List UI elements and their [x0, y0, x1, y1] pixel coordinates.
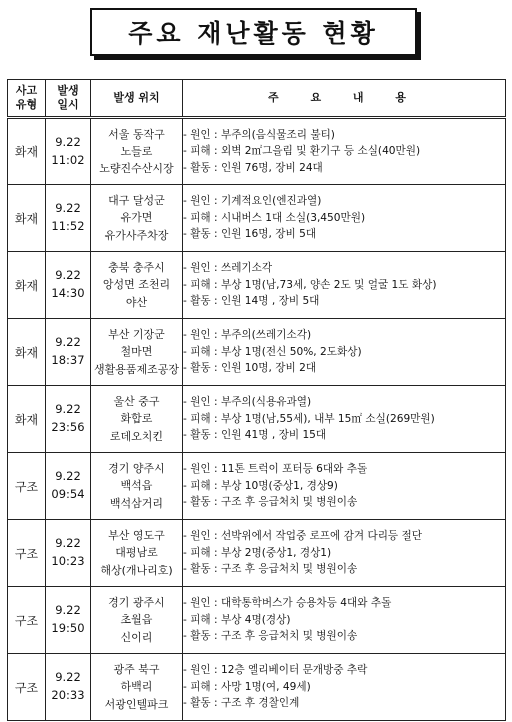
location-line: 부산 영도구: [108, 529, 165, 543]
detail-damage: - 피해 : 외벽 2㎡그을림 및 환기구 등 소실(40만원): [183, 145, 421, 158]
incident-details: [183, 386, 506, 453]
detail-response: - 활동 : 구조 후 응급처치 및 병원이송: [183, 630, 358, 643]
incident-type: 구조: [8, 453, 46, 520]
location-line: 노량진수산시장: [99, 162, 174, 176]
location-line: 부산 기장군: [108, 328, 165, 342]
detail-damage: - 피해 : 부상 10명(중상1, 경상9): [183, 479, 338, 492]
detail-cause: - 원인 : 12층 엘리베이터 문개방중 추락: [183, 664, 368, 677]
incident-details: [183, 587, 506, 654]
detail-response: - 활동 : 인원 41명 , 장비 15대: [183, 429, 327, 442]
detail-response: - 활동 : 구조 후 응급처치 및 병원이송: [183, 563, 358, 576]
location-line: 경기 양주시: [108, 462, 165, 476]
header-date-line2: 일시: [57, 98, 79, 111]
incident-time: 20:33: [51, 688, 85, 702]
table-row: [8, 520, 506, 587]
detail-response: - 활동 : 인원 10명, 장비 2대: [183, 362, 317, 375]
incident-location: [91, 520, 183, 587]
incident-location: [91, 453, 183, 520]
incident-datetime: [46, 453, 91, 520]
detail-cause: - 원인 : 부주의(식용유과열): [183, 396, 312, 409]
incident-location: [91, 185, 183, 252]
location-line: 해상(개나리호): [100, 563, 173, 577]
incident-location: [91, 118, 183, 185]
detail-damage: - 피해 : 부상 1명(전신 50%, 2도화상): [183, 345, 362, 358]
detail-cause: - 원인 : 부주의(쓰레기소각): [183, 329, 312, 342]
header-content: 주 요 내 용: [183, 80, 506, 118]
location-line: 경기 광주시: [108, 596, 165, 610]
disaster-activity-table: [7, 79, 506, 721]
table-row: [8, 654, 506, 721]
table-row: [8, 386, 506, 453]
detail-response: - 활동 : 인원 14명 , 장비 5대: [183, 295, 320, 308]
location-line: 대평남로: [115, 546, 158, 560]
incident-details: [183, 520, 506, 587]
incident-datetime: [46, 520, 91, 587]
location-line: 노들로: [120, 144, 153, 158]
incident-type: 구조: [8, 587, 46, 654]
incident-time: 10:23: [51, 554, 85, 568]
location-line: 백석삼거리: [109, 496, 164, 510]
incident-time: 11:52: [51, 219, 85, 233]
detail-cause: - 원인 : 쓰레기소각: [183, 262, 273, 275]
detail-cause: - 원인 : 부주의(음식물조리 불티): [183, 128, 335, 141]
incident-datetime: [46, 386, 91, 453]
incident-location: [91, 654, 183, 721]
detail-response: - 활동 : 인원 16명, 장비 5대: [183, 228, 317, 241]
incident-datetime: [46, 319, 91, 386]
location-line: 하백리: [120, 680, 153, 694]
table-header-row: [8, 80, 506, 118]
header-type: [8, 80, 46, 118]
incident-type: 화재: [8, 185, 46, 252]
location-line: 야산: [125, 295, 148, 309]
incident-time: 14:30: [51, 286, 85, 300]
incident-datetime: [46, 587, 91, 654]
detail-damage: - 피해 : 부상 1명(남,55세), 내부 15㎡ 소실(269만원): [183, 412, 435, 425]
page-title: 주요 재난활동 현황: [90, 8, 417, 56]
location-line: 광주 북구: [113, 663, 160, 677]
header-type-line2: 유형: [15, 98, 38, 111]
incident-time: 11:02: [51, 152, 85, 167]
incident-date: 9.22: [55, 268, 81, 283]
location-line: 유가면: [120, 211, 153, 225]
incident-date: 9.22: [55, 469, 81, 484]
detail-damage: - 피해 : 부상 2명(중상1, 경상1): [183, 546, 332, 559]
incident-date: 9.22: [55, 335, 81, 350]
header-date-line1: 발생: [57, 84, 79, 98]
detail-cause: - 원인 : 기계적요인(엔진과열): [183, 195, 322, 208]
detail-damage: - 피해 : 부상 4명(경상): [183, 613, 291, 626]
incident-datetime: [46, 654, 91, 721]
detail-response: - 활동 : 구조 후 경찰인계: [183, 697, 300, 710]
incident-details: [183, 185, 506, 252]
table-row: [8, 319, 506, 386]
detail-damage: - 피해 : 부상 1명(남,73세, 양손 2도 및 얼굴 1도 화상): [183, 278, 437, 291]
incident-date: 9.22: [55, 402, 81, 417]
incident-type: 화재: [8, 118, 46, 185]
location-line: 신이리: [120, 630, 153, 644]
location-line: 철마면: [120, 345, 153, 359]
incident-location: [91, 386, 183, 453]
table-row: [8, 185, 506, 252]
incident-details: [183, 654, 506, 721]
incident-date: 9.22: [55, 201, 81, 216]
detail-cause: - 원인 : 11톤 트럭이 포터등 6대와 추돌: [183, 463, 368, 476]
location-line: 유가사주차장: [104, 228, 169, 242]
incident-location: [91, 252, 183, 319]
incident-details: [183, 118, 506, 185]
location-line: 서광인텔파크: [104, 697, 169, 711]
incident-details: [183, 319, 506, 386]
incident-location: [91, 319, 183, 386]
header-date: [46, 80, 91, 118]
table-row: [8, 587, 506, 654]
incident-date: 9.22: [55, 134, 81, 149]
incident-time: 18:37: [51, 353, 85, 367]
location-line: 생활용품제조공장: [93, 362, 179, 376]
location-line: 충북 충주시: [108, 261, 165, 275]
incident-datetime: [46, 118, 91, 185]
incident-type: 화재: [8, 319, 46, 386]
incident-location: [91, 587, 183, 654]
table-row: [8, 118, 506, 185]
incident-datetime: [46, 252, 91, 319]
table-row: [8, 252, 506, 319]
location-line: 로데오치킨: [109, 429, 164, 443]
incident-details: [183, 453, 506, 520]
detail-cause: - 원인 : 대학통학버스가 승용차등 4대와 추돌: [183, 597, 392, 610]
incident-type: 구조: [8, 520, 46, 587]
incident-type: 화재: [8, 252, 46, 319]
header-location: 발생 위치: [91, 80, 183, 118]
incident-time: 23:56: [51, 420, 85, 434]
incident-date: 9.22: [55, 670, 81, 685]
location-line: 백석읍: [120, 479, 153, 493]
incident-type: 구조: [8, 654, 46, 721]
incident-time: 09:54: [51, 487, 85, 501]
location-line: 화합로: [120, 412, 153, 426]
location-line: 서울 동작구: [108, 127, 165, 141]
incident-datetime: [46, 185, 91, 252]
location-line: 대구 달성군: [108, 194, 165, 208]
detail-response: - 활동 : 인원 76명, 장비 24대: [183, 161, 323, 174]
detail-damage: - 피해 : 시내버스 1대 소실(3,450만원): [183, 211, 366, 224]
incident-date: 9.22: [55, 536, 81, 551]
detail-response: - 활동 : 구조 후 응급처치 및 병원이송: [183, 496, 358, 509]
location-line: 초월읍: [120, 613, 153, 627]
incident-time: 19:50: [51, 621, 85, 635]
table-row: [8, 453, 506, 520]
location-line: 울산 중구: [113, 395, 160, 409]
location-line: 앙성면 조천리: [102, 278, 171, 292]
incident-date: 9.22: [55, 603, 81, 618]
incident-type: 화재: [8, 386, 46, 453]
detail-cause: - 원인 : 선박위에서 작업중 로프에 감겨 다리등 절단: [183, 530, 423, 543]
incident-details: [183, 252, 506, 319]
header-type-line1: 사고: [15, 84, 38, 98]
detail-damage: - 피해 : 사망 1명(여, 49세): [183, 680, 311, 693]
